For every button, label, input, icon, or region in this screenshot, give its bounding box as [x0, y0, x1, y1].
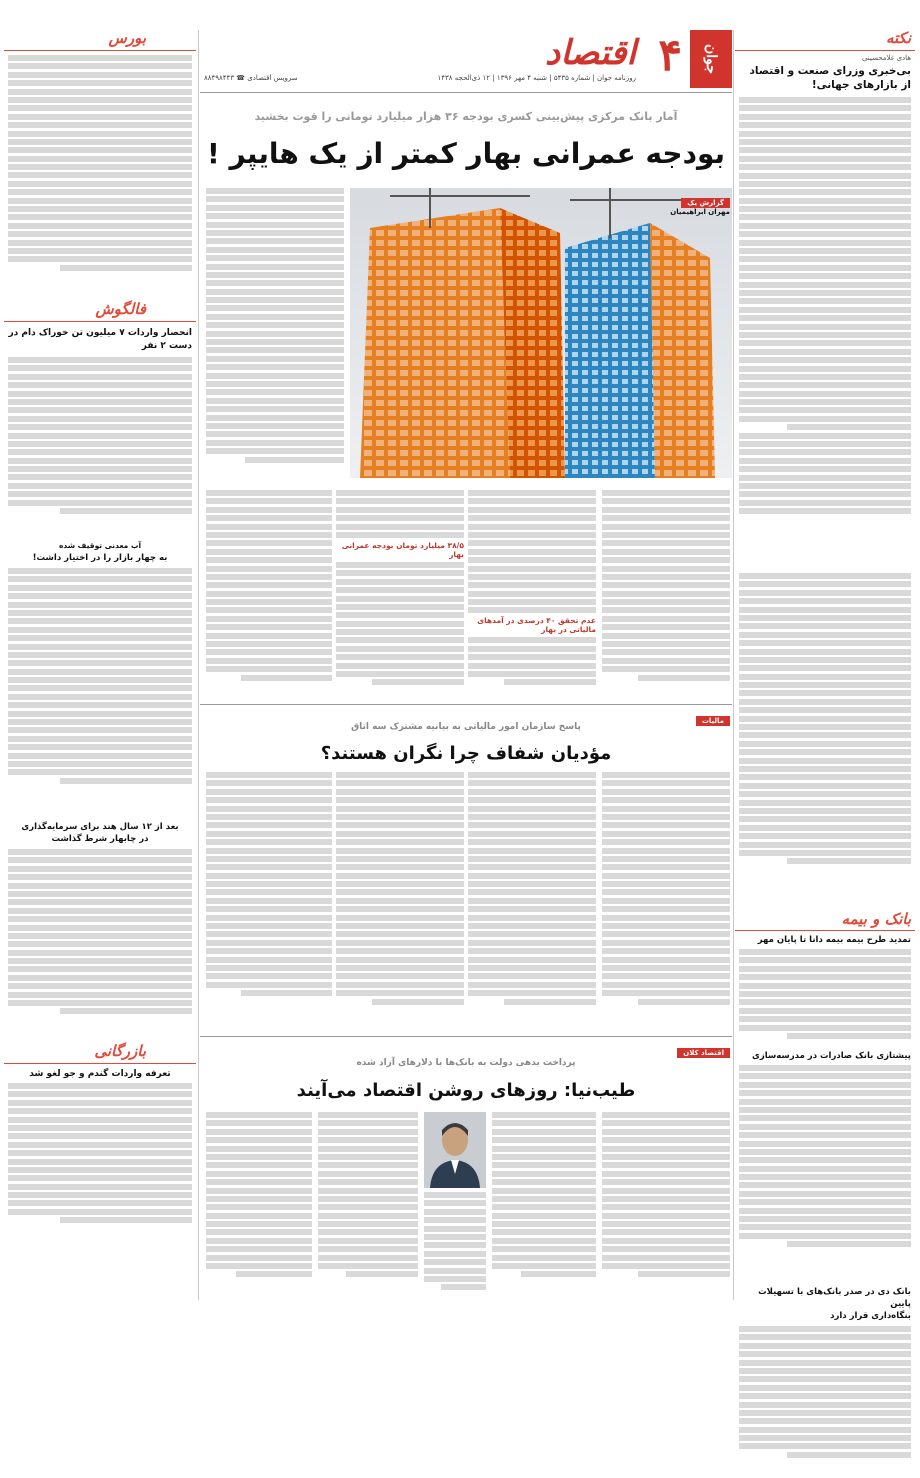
main-text-col-3: [336, 490, 464, 698]
bank-header: [735, 910, 915, 931]
fall-body: [4, 355, 196, 537]
bazargani-body: [4, 1081, 196, 1245]
report-tag: [668, 190, 730, 209]
nokte-body: [735, 94, 915, 570]
construction-photo: [350, 188, 732, 478]
bottom-col-2: [492, 1112, 596, 1298]
nokte-author: هادی غلامحسینی: [861, 54, 911, 62]
bourse-body: [4, 51, 196, 299]
main-subhead: ۳۸/۵ میلیارد تومان بودجه عمرانی بهار: [341, 540, 464, 559]
bourse-header: [4, 28, 196, 51]
person-portrait-icon: [424, 1112, 486, 1188]
bank-body: [735, 947, 915, 1047]
meta-line: روزنامه جوان | شماره ۵۴۳۵ | شنبه ۴ مهر ۱۳۹۶ | ۱۲ ذی‌الحجه ۱۴۳۸: [437, 74, 636, 82]
masthead-rule: [200, 92, 732, 93]
reporter-name: مهران ابراهیمیان: [670, 208, 730, 216]
tax-tag-label: مالیات: [696, 716, 730, 726]
left-column: [4, 28, 196, 1304]
construction-illustration: [350, 188, 732, 478]
bazargani-label: بازرگانی: [94, 1042, 146, 1060]
bazargani-title: تعرفه واردات گندم و جو لغو شد: [29, 1069, 171, 1079]
bazargani-header: [4, 1041, 196, 1064]
bottom-col-3: [424, 1192, 486, 1298]
tax-col-3: [336, 772, 464, 1032]
main-text-col-4: [206, 490, 332, 698]
bank3-title: بانک دی در صدر بانک‌های با تسهیلات پایین بنگاه‌داری قرار دارد: [758, 1287, 911, 1321]
main-subhead-2: عدم تحقق ۴۰ درصدی در آمدهای مالیاتی در بهار: [477, 616, 596, 635]
masthead: [200, 30, 732, 90]
right-column: [735, 28, 915, 1321]
portrait-photo: [424, 1112, 486, 1188]
bottom-tag-label: اقتصاد کلان: [677, 1048, 730, 1058]
tax-col-1: [602, 772, 730, 1032]
bottom-col-1: [602, 1112, 730, 1298]
bottom-tag: [648, 1040, 730, 1059]
main-text-col-2: [468, 490, 596, 698]
bank-title: تمدید طرح بیمه بیمه دانا تا پایان مهر: [757, 935, 911, 945]
bank2-title: پیشتازی بانک صادرات در مدرسه‌سازی: [752, 1051, 911, 1061]
fallgosh-header: [4, 299, 196, 322]
fallgosh-label: فالگوش: [95, 300, 146, 318]
bank-label: بانک و بیمه: [841, 910, 911, 928]
main-kicker: آمار بانک مرکزی پیش‌بینی کسری بودجه ۳۶ هزار میلیارد تومانی را قوت بخشید: [254, 110, 678, 123]
bottom-col-4: [318, 1112, 418, 1298]
bottom-headline: طیب‌نیا: روزهای روشن اقتصاد می‌آیند: [296, 1080, 636, 1101]
nokte-title: بی‌خبری وزرای صنعت و اقتصاد از بازارهای جهانی!: [749, 65, 911, 91]
tax-headline: مؤدیان شفاف چرا نگران هستند؟: [320, 743, 612, 764]
nokte-label: نکته: [885, 29, 911, 47]
tax-kicker: پاسخ سازمان امور مالیاتی به بیانیه مشترک سه اتاق: [351, 722, 581, 732]
tax-rule: [200, 704, 732, 705]
bottom-kicker: پرداخت بدهی دولت به بانک‌ها با دلارهای آزاد شده: [356, 1058, 576, 1068]
bank2-body: [735, 1063, 915, 1282]
bottom-rule: [200, 1036, 732, 1037]
left-divider: [198, 30, 199, 1300]
page-number: ۴: [658, 30, 682, 81]
tax-col-4: [206, 772, 332, 1032]
bourse-label: بورس: [108, 29, 146, 47]
right-divider: [733, 30, 734, 1300]
main-text-col-a: [206, 188, 344, 478]
section-title: اقتصاد: [545, 33, 636, 73]
service-line: سرویس اقتصادی ☎ ۸۸۴۹۸۴۴۳: [204, 74, 298, 82]
fall2-title: آب معدنی توقیف شده به چهار بازار را در اختیار داشت!: [32, 541, 168, 563]
fall3-body: [4, 847, 196, 1041]
bank3-body: [735, 1324, 915, 1478]
main-headline: بودجه عمرانی بهار کمتر از یک هایپر !: [206, 137, 726, 170]
main-text-col-1: [602, 490, 730, 698]
fall3-title: بعد از ۱۲ سال هند برای سرمایه‌گذاری در چابهار شرط گذاشت: [21, 822, 179, 844]
fall-title: انحصار واردات ۷ میلیون تن خوراک دام در دست ۲ نفر: [8, 328, 192, 351]
nokte-body-2: [735, 570, 915, 906]
logo: جوان: [690, 30, 732, 88]
fall2-body: [4, 566, 196, 818]
tax-col-2: [468, 772, 596, 1032]
report-tag-label: گزارش یک: [681, 198, 730, 208]
bottom-col-5: [206, 1112, 312, 1298]
nokte-header: [735, 28, 915, 51]
